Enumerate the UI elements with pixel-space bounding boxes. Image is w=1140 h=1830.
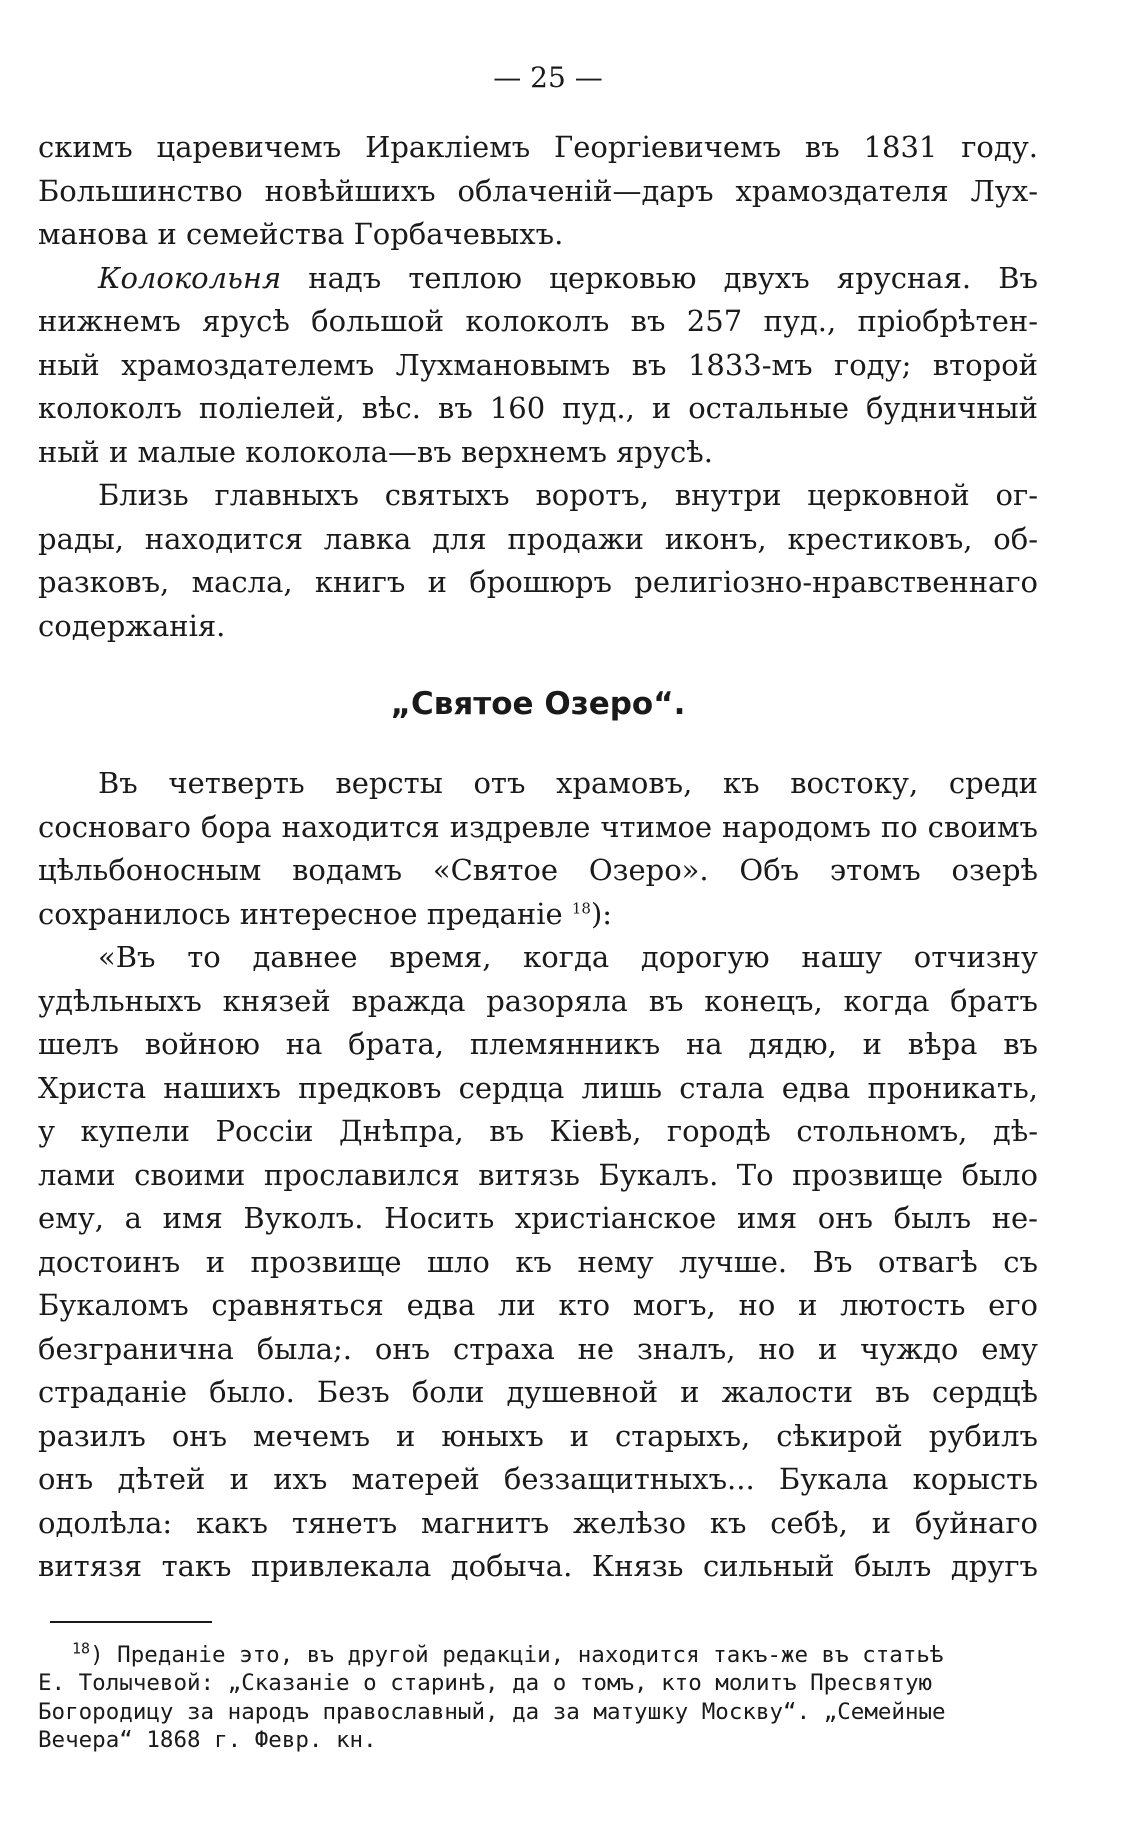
text-line: сосноваго бора находится издревле чтимое народомъ по своимъ	[38, 809, 1038, 844]
text-line: Въ четверть версты отъ храмовъ, къ востоку, среди	[98, 766, 1038, 800]
paragraph-vestments	[38, 126, 1038, 257]
text-line: Христа нашихъ предковъ сердца лишь стала едва проникать,	[38, 1070, 1038, 1105]
footnote-marker: 18	[72, 1639, 91, 1657]
text-line: разковъ, масла, книгъ и брошюръ религiозно-нравственнаго	[38, 565, 1038, 599]
text-line: Близь главныхъ святыхъ воротъ, внутри церковной ог-	[98, 478, 1038, 512]
footnote-line	[38, 1641, 1038, 1670]
text-line: манова и семейства Горбачевыхъ.	[38, 217, 564, 251]
text-line: онъ дѣтей и ихъ матерей беззащитныхъ... Букала корысть	[38, 1462, 1038, 1496]
footnote	[38, 1641, 1038, 1755]
text-line	[38, 257, 1038, 301]
text-line: колоколъ полiелей, вѣс. въ 160 пуд., и остальные будничный	[38, 391, 1038, 425]
text-line: разилъ онъ мечемъ и юныхъ и старыхъ, сѣкирой рубилъ	[38, 1418, 1038, 1453]
paragraph-legend	[38, 936, 1038, 1589]
footnote-line: Вечера“ 1868 г. Февр. кн.	[38, 1727, 377, 1753]
text-line: рады, находится лавка для продажи иконъ, крестиковъ, об-	[38, 521, 1038, 556]
footnote-reference: 18	[571, 898, 591, 917]
text-line: витязя такъ привлекала добыча. Князь сильный былъ другъ	[38, 1549, 1038, 1583]
text-line: Большинство новѣйшихъ облаченiй—даръ храмоздателя Лух-	[38, 173, 1038, 208]
text-line: нижнемъ ярусѣ большой колоколъ въ 257 пуд., прiобрѣтен-	[38, 304, 1038, 338]
footnote-line: Богородицу за народъ православный, да за матушку Москву“. „Семейные	[38, 1698, 946, 1725]
text-line: удѣльныхъ князей вражда разоряла въ конецъ, когда братъ	[38, 983, 1038, 1018]
text-line: Букаломъ сравняться едва ли кто могъ, но и лютость его	[38, 1288, 1038, 1322]
text-line: шелъ войною на брата, племянникъ на дядю, и вѣра въ	[38, 1027, 1038, 1061]
text-line: ему, а имя Вуколъ. Носить христiанское имя онъ былъ не-	[38, 1201, 1038, 1235]
text-line: одолѣла: какъ тянетъ магнитъ желѣзо къ себѣ, и буйнаго	[38, 1505, 1038, 1540]
text-line: лами своими прославился витязь Букалъ. То прозвище было	[38, 1157, 1038, 1192]
text-line: содержанiя.	[38, 608, 226, 643]
text-line: цѣльбоносным водамъ «Святое Озеро». Объ этомъ озерѣ	[38, 853, 1038, 887]
text-fragment: ) Преданiе это, въ другой редакцiи, находится такъ-же въ статьѣ	[90, 1641, 944, 1668]
paragraph-holy-lake-intro	[38, 762, 1038, 936]
text-line	[38, 893, 1038, 937]
text-line: «Въ то давнее время, когда дорогую нашу отчизну	[98, 940, 1038, 974]
text-line: страданiе было. Безъ боли душевной и жалости въ сердцѣ	[38, 1375, 1038, 1409]
page-number: — 25 —	[493, 61, 603, 94]
book-page	[38, 60, 1038, 1755]
text-line: достоинъ и прозвище шло къ нему лучше. Въ отвагѣ съ	[38, 1244, 1038, 1279]
paragraph-shop	[38, 474, 1038, 648]
text-line: у купели Россiи Днѣпра, въ Кiевѣ, городѣ стольномъ, дѣ-	[38, 1114, 1038, 1148]
text-line: скимъ царевичемъ Ираклiемъ Георгiевичемъ въ 1831 году.	[38, 130, 1038, 164]
section-heading: „Святое Озеро“.	[390, 686, 686, 722]
footnote-divider	[50, 1621, 212, 1623]
text-line: ный храмоздателемъ Лухмановымъ въ 1833-мъ году; второй	[38, 347, 1038, 382]
text-line: ный и малые колокола—въ верхнемъ ярусѣ.	[38, 434, 713, 469]
bell-tower-term: Колокольня	[98, 260, 282, 295]
text-fragment: ):	[590, 896, 613, 931]
text-fragment: надъ теплою церковью двухъ ярусная. Въ	[281, 260, 1038, 295]
text-fragment: сохранилось интересное преданiе	[38, 896, 572, 931]
paragraph-bell-tower	[38, 257, 1038, 475]
footnote-line: Е. Толычевой: „Сказанiе о старинѣ, да о томъ, кто молитъ Пресвятую	[38, 1670, 933, 1696]
text-line: безгранична была;. онъ страха не зналъ, но и чуждо ему	[38, 1331, 1038, 1366]
